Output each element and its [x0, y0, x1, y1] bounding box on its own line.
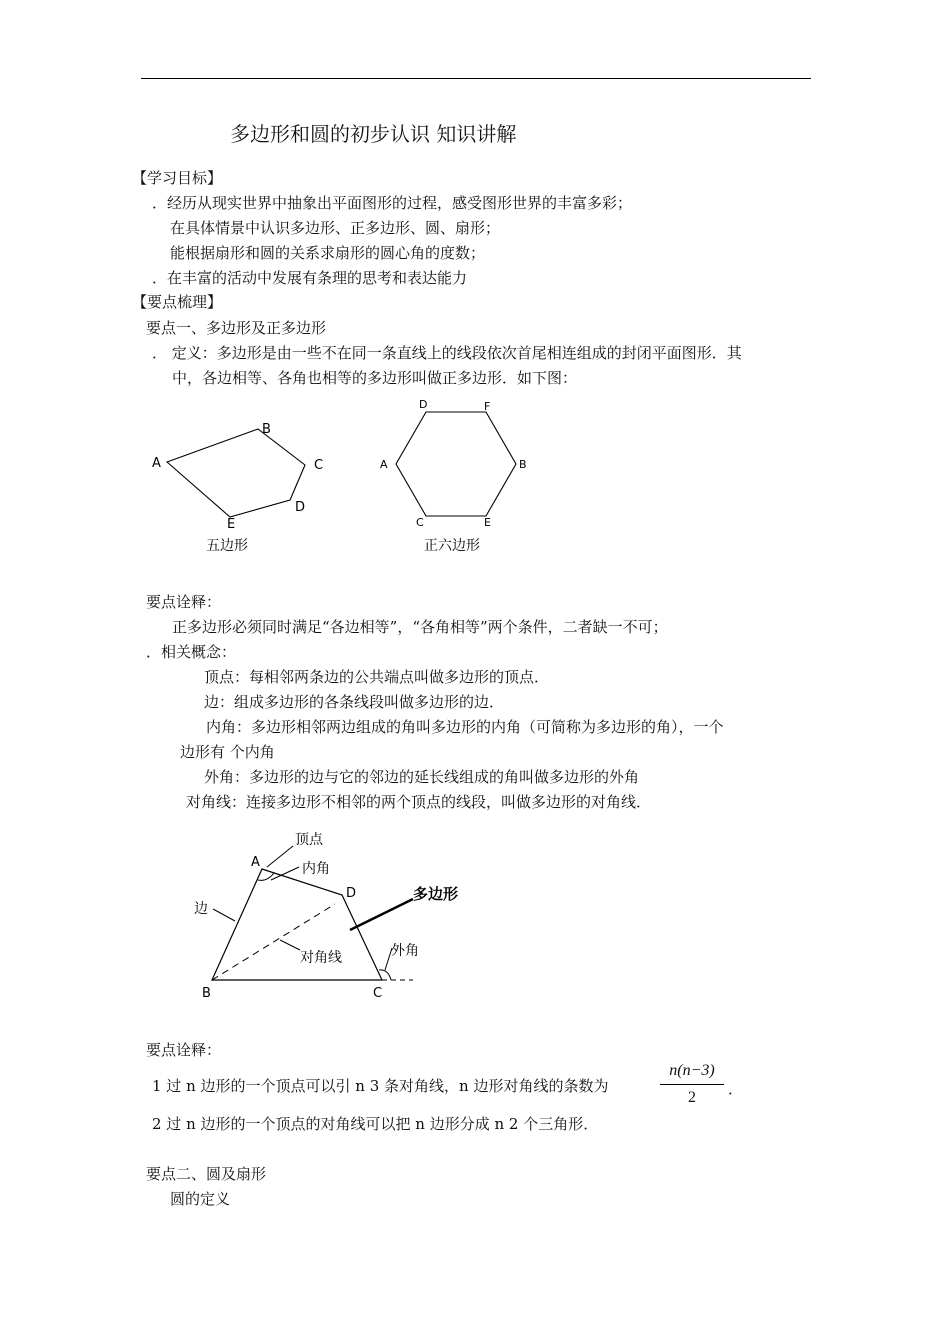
note1-heading: 要点诠释：	[146, 593, 222, 611]
concept-diagonal: 对角线：连接多边形不相邻的两个顶点的线段，叫做多边形的对角线．	[186, 793, 652, 811]
goal-item: 在具体情景中认识多边形、正多边形、圆、扇形；	[170, 219, 501, 237]
fraction-bar	[660, 1084, 724, 1085]
concept-exterior: 外角：多边形的边与它的邻边的延长线组成的角叫做多边形的外角	[204, 768, 640, 786]
hexagon-label-f: F	[484, 400, 491, 413]
pentagon-label-a: A	[152, 456, 161, 471]
definition-line: ． 定义：多边形是由一些不在同一条直线上的线段依次首尾相连组成的封闭平面图形．其	[152, 344, 742, 362]
goal-item: 能根据扇形和圆的关系求扇形的圆心角的度数；	[170, 244, 486, 262]
section-points-heading: 【要点梳理】	[132, 293, 223, 311]
concept-interior-cont: 边形有 个内角	[180, 743, 275, 761]
vertex-pointer	[267, 846, 293, 867]
pentagon-label-d: D	[295, 500, 306, 515]
side-pointer	[213, 909, 235, 921]
pentagon-shape	[167, 429, 305, 517]
pentagon-figure	[140, 410, 340, 560]
section-goals-heading: 【学习目标】	[132, 169, 223, 187]
hexagon-label-d: D	[419, 398, 428, 411]
note1-text: 正多边形必须同时满足“各边相等”，“各角相等”两个条件，二者缺一不可；	[172, 618, 668, 636]
vertex-label-b: B	[202, 986, 211, 1001]
goal-item: ．经历从现实世界中抽象出平面图形的过程，感受图形世界的丰富多彩；	[152, 194, 633, 212]
definition-line: 中，各边相等、各角也相等的多边形叫做正多边形．如下图：	[172, 369, 578, 387]
quadrilateral-shape	[212, 869, 382, 980]
concept-side: 边：组成多边形的各条线段叫做多边形的边．	[204, 693, 505, 711]
point2-heading: 要点二、圆及扇形	[146, 1165, 267, 1183]
hexagon-figure	[370, 392, 540, 562]
polygon-pointer	[350, 899, 413, 930]
concept-interior: 内角：多边形相邻两边组成的角叫多边形的内角（可简称为多边形的角），一个	[206, 718, 724, 736]
hexagon-label-b: B	[519, 458, 527, 471]
callout-polygon: 多边形	[413, 885, 459, 903]
pentagon-caption: 五边形	[206, 538, 248, 554]
callout-vertex: 顶点	[295, 832, 323, 848]
concepts-heading: ．相关概念：	[146, 643, 237, 661]
pentagon-label-b: B	[262, 422, 271, 437]
point1-heading: 要点一、多边形及正多边形	[146, 319, 327, 337]
hexagon-label-a: A	[380, 458, 388, 471]
callout-side: 边	[194, 901, 208, 917]
pentagon-label-c: C	[314, 458, 324, 473]
polygon-concepts-figure	[185, 822, 485, 1007]
diagonal-pointer	[280, 940, 300, 950]
vertex-label-a: A	[251, 855, 260, 870]
formula-denominator: 2	[688, 1089, 696, 1106]
hexagon-shape	[396, 412, 516, 516]
note2-heading: 要点诠释：	[146, 1041, 222, 1059]
note2-line2: 2 过 n 边形的一个顶点的对角线可以把 n 边形分成 n 2 个三角形．	[152, 1115, 599, 1133]
callout-exterior-angle: 外角	[391, 943, 419, 959]
vertex-label-d: D	[346, 886, 357, 901]
vertex-label-c: C	[373, 986, 383, 1001]
hexagon-caption: 正六边形	[424, 538, 480, 554]
note2-line1: 1 过 n 边形的一个顶点可以引 n 3 条对角线，n 边形对角线的条数为	[152, 1077, 609, 1095]
callout-diagonal: 对角线	[300, 950, 342, 966]
concept-vertex: 顶点：每相邻两条边的公共端点叫做多边形的顶点．	[204, 668, 550, 686]
circle-definition-heading: 圆的定义	[170, 1190, 231, 1208]
diagonal-line	[212, 904, 335, 980]
header-rule	[141, 78, 811, 79]
page-title: 多边形和圆的初步认识 知识讲解	[230, 122, 517, 146]
pentagon-label-e: E	[227, 517, 236, 532]
hexagon-label-c: C	[416, 516, 424, 529]
goal-item: ．在丰富的活动中发展有条理的思考和表达能力	[152, 269, 468, 287]
note2-line1-end: ．	[728, 1080, 744, 1098]
diagonal-count-formula	[660, 1060, 724, 1109]
callout-interior-angle: 内角	[302, 861, 330, 877]
hexagon-label-e: E	[484, 516, 491, 529]
formula-numerator: n(n−3)	[669, 1062, 715, 1079]
